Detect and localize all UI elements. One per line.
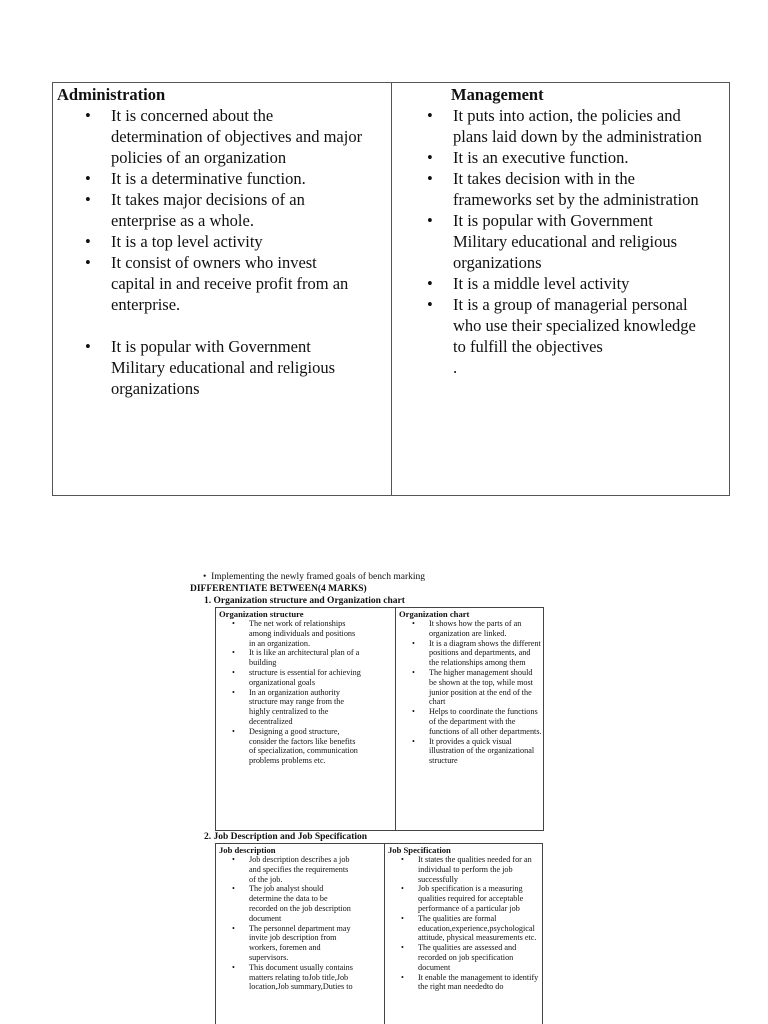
list-item — [216, 688, 394, 727]
line: junior position at the end of the — [429, 687, 532, 697]
list-item — [216, 855, 383, 884]
line: The qualities are assessed and — [418, 943, 517, 953]
line: capital in and receive profit from an — [111, 274, 349, 293]
line: determine the data to be — [249, 894, 328, 904]
bullet-icon: • — [232, 619, 235, 628]
line: Designing a good structure, — [249, 726, 340, 736]
line: It is popular with Government — [453, 211, 653, 230]
line: organizational goals — [249, 677, 316, 687]
line: location,Job summary,Duties to — [249, 982, 353, 992]
bullet-icon: • — [427, 148, 433, 167]
bullet-icon: • — [401, 884, 404, 894]
line: the relationships among them — [429, 658, 526, 668]
line: The job analyst should — [249, 884, 324, 894]
line: attitude, physical measurements etc. — [418, 933, 537, 943]
line: It is concerned about the — [111, 106, 274, 125]
list-item — [385, 855, 543, 884]
line: It is a middle level activity — [453, 274, 630, 293]
bullet-icon: • — [401, 972, 404, 982]
line: invite job description from — [249, 933, 337, 943]
line: In an organization authority — [249, 687, 341, 697]
line: who use their specialized knowledge — [453, 316, 696, 335]
list-item — [396, 707, 544, 736]
table-job-description-specification — [215, 843, 543, 1024]
bullet-icon: • — [232, 884, 235, 894]
bullet-icon: • — [427, 295, 433, 314]
bullet-icon: • — [412, 619, 415, 628]
list-item — [216, 668, 394, 688]
list-item — [216, 727, 394, 766]
job-specification-heading: Job Specification — [388, 845, 451, 855]
bullet-icon: • — [232, 923, 235, 933]
bullet-icon: • — [232, 667, 235, 677]
line: individual to perform the job — [418, 864, 513, 874]
line: It takes major decisions of an — [111, 190, 305, 209]
list-item — [385, 943, 543, 972]
bullet-icon: • — [412, 736, 415, 746]
list-item — [216, 648, 394, 668]
bullet-icon: • — [85, 232, 91, 251]
line: structure may range from the — [249, 697, 345, 707]
line: among individuals and positions — [249, 628, 356, 638]
line: illustration of the organizational — [429, 746, 535, 756]
section-title: DIFFERENTIATE BETWEEN(4 MARKS) — [190, 584, 367, 594]
line: It is popular with Government — [111, 337, 311, 356]
line: highly centralized to the — [249, 707, 329, 717]
line: chart — [429, 697, 446, 707]
line: Helps to coordinate the functions — [429, 707, 538, 717]
list-item — [385, 914, 543, 943]
line: enterprise. — [111, 295, 181, 314]
line: The higher management should — [429, 667, 533, 677]
list-item — [216, 884, 383, 923]
organization-structure-column — [216, 609, 394, 766]
job-specification-list — [385, 855, 543, 992]
line: consider the factors like benefits — [249, 736, 356, 746]
line: It is a diagram shows the different — [429, 638, 541, 648]
line: education,experience,psychological — [418, 923, 535, 933]
organization-chart-heading: Organization chart — [399, 609, 470, 619]
line: in an organization. — [249, 638, 311, 648]
job-description-column — [216, 845, 383, 992]
line: supervisors. — [249, 952, 289, 962]
bullet-icon: • — [401, 943, 404, 953]
list-item — [396, 619, 544, 639]
line: problems problems etc. — [249, 756, 326, 766]
bullet-icon: • — [232, 687, 235, 697]
line: This document usually contains — [249, 962, 353, 972]
line: It consist of owners who invest — [111, 253, 317, 272]
line: It is a top level activity — [111, 232, 263, 251]
line: recorded on the job description — [249, 903, 351, 913]
bullet-icon: • — [427, 274, 433, 293]
line: of the department with the — [429, 716, 516, 726]
line: It provides a quick visual — [429, 736, 512, 746]
bullet-icon: • — [232, 648, 235, 658]
organization-structure-heading: Organization structure — [219, 609, 304, 619]
list-item — [396, 737, 544, 766]
bullet-icon: • — [412, 638, 415, 648]
line: structure — [429, 756, 458, 766]
list-item — [385, 973, 543, 993]
bullet-icon: • — [203, 572, 212, 582]
list-item — [216, 619, 394, 648]
administration-heading: Administration — [57, 85, 166, 104]
organization-chart-column — [396, 609, 544, 766]
list-item — [396, 668, 544, 707]
line: plans laid down by the administration — [453, 127, 702, 146]
list-item — [396, 639, 544, 668]
bullet-icon: • — [85, 190, 91, 209]
q1-title: 1. Organization structure and Organization chart — [204, 596, 405, 606]
bullet-icon: • — [85, 106, 91, 125]
line: The personnel department may — [249, 923, 351, 933]
line: policies of an organization — [111, 148, 287, 167]
line: Job description describes a job — [249, 855, 350, 864]
line: positions and departments, and — [429, 648, 531, 658]
line: decentralized — [249, 716, 293, 726]
bullet-icon: • — [232, 962, 235, 972]
organization-chart-list — [396, 619, 544, 766]
line: Job specification is a measuring — [418, 884, 523, 894]
bullet-icon: • — [85, 169, 91, 188]
line: of the job. — [249, 874, 283, 884]
carry-bullet — [203, 572, 425, 583]
line: be shown at the top, while most — [429, 677, 533, 687]
line: structure is essential for achieving — [249, 667, 361, 677]
line: document — [249, 913, 282, 923]
line: It states the qualities needed for an — [418, 855, 532, 864]
list-item — [216, 924, 383, 963]
job-description-heading: Job description — [219, 845, 276, 855]
line: performance of a particular job — [418, 903, 520, 913]
bullet-icon: • — [412, 707, 415, 717]
q2-title: 2. Job Description and Job Specification — [204, 832, 368, 842]
bullet-icon: • — [427, 169, 433, 188]
line: to fulfill the objectives — [453, 337, 603, 356]
line: enterprise as a whole. — [111, 211, 254, 230]
line: It is a group of managerial personal — [453, 295, 688, 314]
line: of specialization, communication — [249, 746, 358, 756]
line: Military educational and religious — [453, 232, 678, 251]
line: It shows how the parts of an — [429, 619, 522, 628]
line: organizations — [453, 253, 542, 272]
line: matters relating toJob title,Job — [249, 972, 349, 982]
line: functions of all other departments. — [429, 726, 542, 736]
line: It enable the management to identify — [418, 972, 539, 982]
list-item — [385, 884, 543, 913]
line: building — [249, 658, 277, 668]
line: and specifies the requirements — [249, 864, 349, 874]
line: successfully — [418, 874, 459, 884]
line: frameworks set by the administration — [453, 190, 699, 209]
carry-bullet-text: Implementing the newly framed goals of bench marking — [211, 572, 426, 582]
job-description-list — [216, 855, 383, 992]
line: Military educational and religious — [111, 358, 336, 377]
list-item — [216, 963, 383, 992]
bullet-icon: • — [232, 855, 235, 864]
line: The net work of relationships — [249, 619, 346, 628]
line: It is an executive function. — [453, 148, 629, 167]
table-organization-structure-chart — [215, 607, 544, 831]
bullet-icon: • — [85, 253, 91, 272]
line: It is like an architectural plan of a — [249, 648, 360, 658]
organization-structure-list — [216, 619, 394, 766]
bullet-icon: • — [427, 211, 433, 230]
bullet-icon: • — [85, 337, 91, 356]
bullet-icon: • — [232, 726, 235, 736]
line: recorded on job specification — [418, 952, 514, 962]
job-specification-column — [385, 845, 543, 992]
line: workers, foremen and — [249, 943, 321, 953]
bullet-icon: • — [401, 913, 404, 923]
line: qualities required for acceptable — [418, 894, 524, 904]
bullet-icon: • — [401, 855, 404, 864]
bullet-icon: • — [412, 667, 415, 677]
line: document — [418, 962, 451, 972]
line: It is a determinative function. — [111, 169, 306, 188]
trailing-dot: . — [453, 358, 458, 377]
bullet-icon: • — [427, 106, 433, 125]
line: organization are linked. — [429, 628, 507, 638]
line: organizations — [111, 379, 200, 398]
line: It puts into action, the policies and — [453, 106, 681, 125]
line: The qualities are formal — [418, 913, 497, 923]
line: determination of objectives and major — [111, 127, 363, 146]
line: It takes decision with in the — [453, 169, 635, 188]
management-heading: Management — [451, 85, 544, 104]
line: the right man neededto do — [418, 982, 504, 992]
